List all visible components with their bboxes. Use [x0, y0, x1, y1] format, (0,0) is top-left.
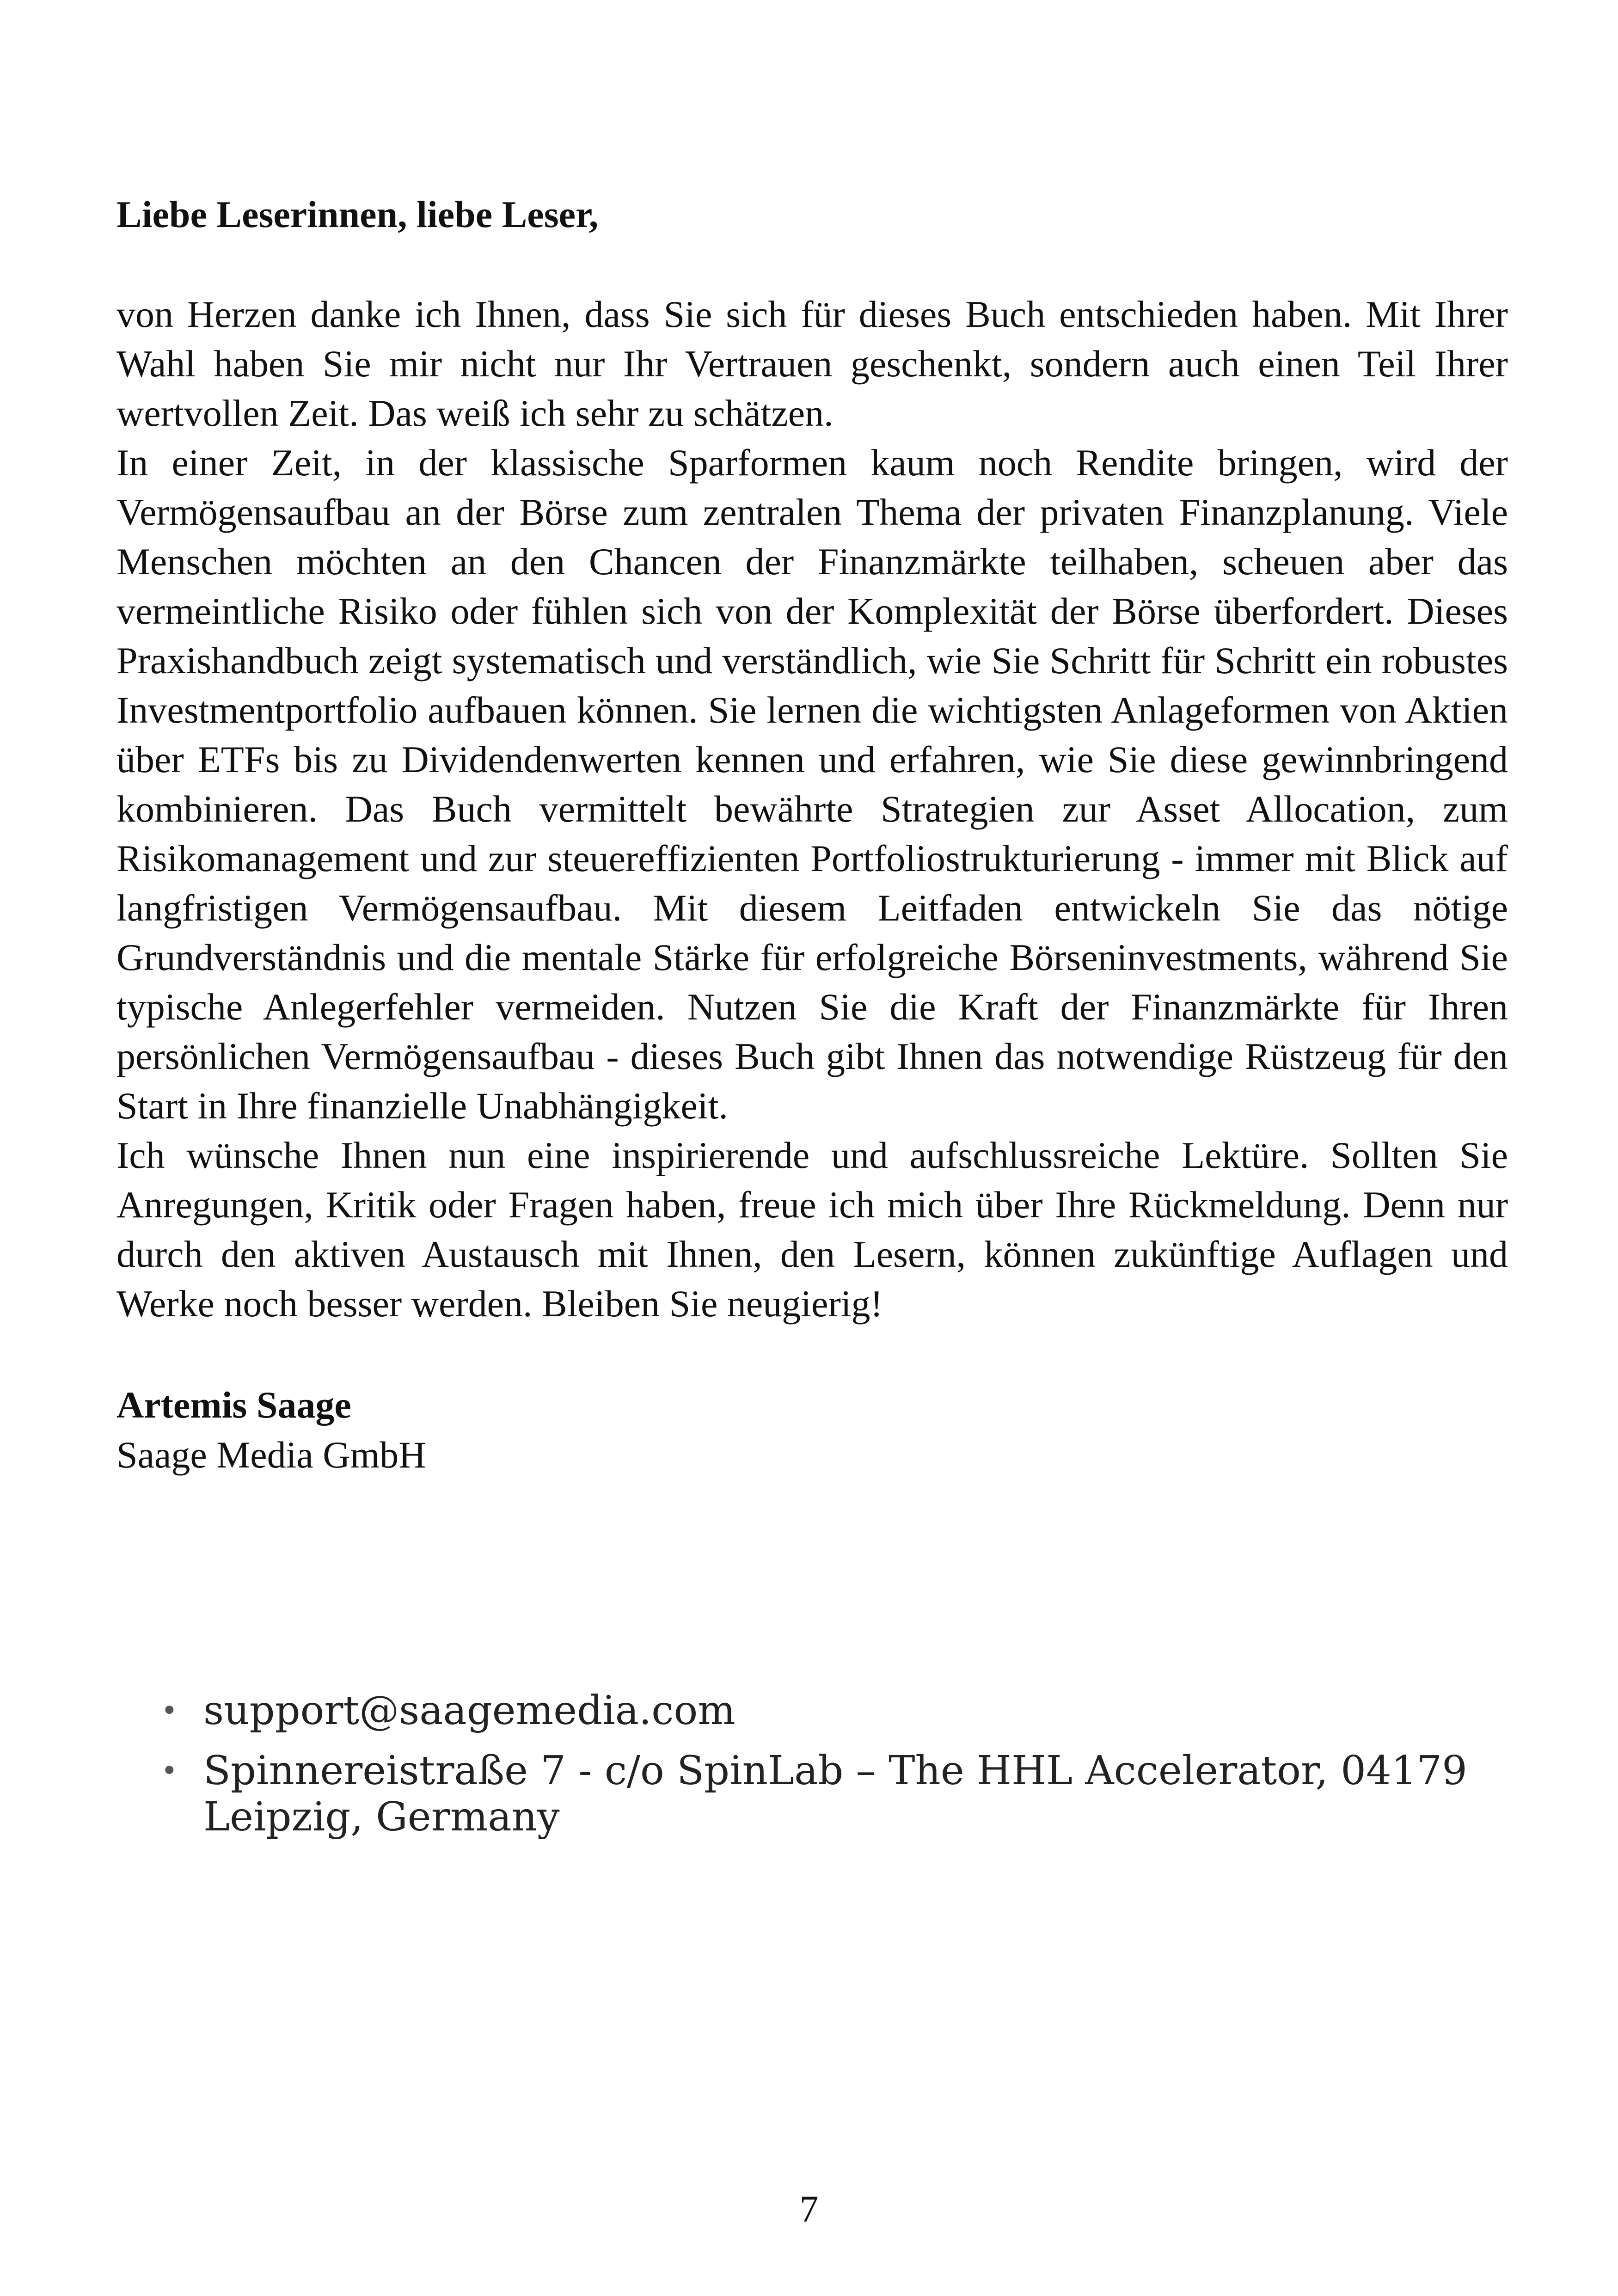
- letter-content: [116, 190, 1508, 1480]
- contact-list: [157, 1688, 1498, 1854]
- paragraph-book-description: In einer Zeit, in der klassische Sparformen kaum noch Rendite bringen, wird der Vermögensaufbau an der Börse zum zentralen Thema der privaten Finanzplanung. Viele Menschen möchten an den Chancen der Finanzmärkte teilhaben, scheuen aber das vermeintliche Risiko oder fühlen sich von der Komplexität der Börse überfordert. Dieses Praxishandbuch zeigt systematisch und verständlich, wie Sie Schritt für Schritt ein robustes Investmentportfolio aufbauen können. Sie lernen die wichtigsten Anlageformen von Aktien über ETFs bis zu Dividendenwerten kennen und erfahren, wie Sie diese gewinnbringend kombinieren. Das Buch vermittelt bewährte Strategien zur Asset Allocation, zum Risikomanagement und zur steuereffizienten Portfoliostrukturierung - immer mit Blick auf langfristigen Vermögensaufbau. Mit diesem Leitfaden entwickeln Sie das nötige Grundverständnis und die mentale Stärke für erfolgreiche Börseninvestments, während Sie typische Anlegerfehler vermeiden. Nutzen Sie die Kraft der Finanzmärkte für Ihren persönlichen Vermögensaufbau - dieses Buch gibt Ihnen das notwendige Rüstzeug für den Start in Ihre finanzielle Unabhängigkeit.: [116, 442, 1508, 1127]
- company-name: Saage Media GmbH: [116, 1434, 426, 1476]
- contact-email[interactable]: support@saagemedia.com: [203, 1688, 735, 1734]
- signature-block: [116, 1380, 1508, 1480]
- page-number: 7: [799, 2188, 819, 2230]
- contact-email-item: [157, 1688, 1498, 1734]
- contact-address-item: [157, 1748, 1498, 1840]
- paragraph-thanks: von Herzen danke ich Ihnen, dass Sie sich für dieses Buch entschieden haben. Mit Ihrer Wahl haben Sie mir nicht nur Ihr Vertrauen geschenkt, sondern auch einen Teil Ihrer wertvollen Zeit. Das weiß ich sehr zu schätzen.: [116, 293, 1508, 434]
- author-name: Artemis Saage: [116, 1384, 351, 1426]
- bullet-icon: •: [161, 1694, 178, 1727]
- paragraph-closing: Ich wünsche Ihnen nun eine inspirierende und aufschlussreiche Lektüre. Sollten Sie Anregungen, Kritik oder Fragen haben, freue ich mich über Ihre Rückmeldung. Denn nur durch den aktiven Austausch mit Ihnen, den Lesern, können zukünftige Auflagen und Werke noch besser werden. Bleiben Sie neugierig!: [116, 1134, 1508, 1325]
- bullet-icon: •: [161, 1754, 178, 1787]
- letter-body: [116, 289, 1508, 1328]
- contact-address: Spinnereistraße 7 - c/o SpinLab – The HHL Accelerator, 04179 Leipzig, Germany: [203, 1748, 1467, 1840]
- salutation: Liebe Leserinnen, liebe Leser,: [116, 193, 599, 235]
